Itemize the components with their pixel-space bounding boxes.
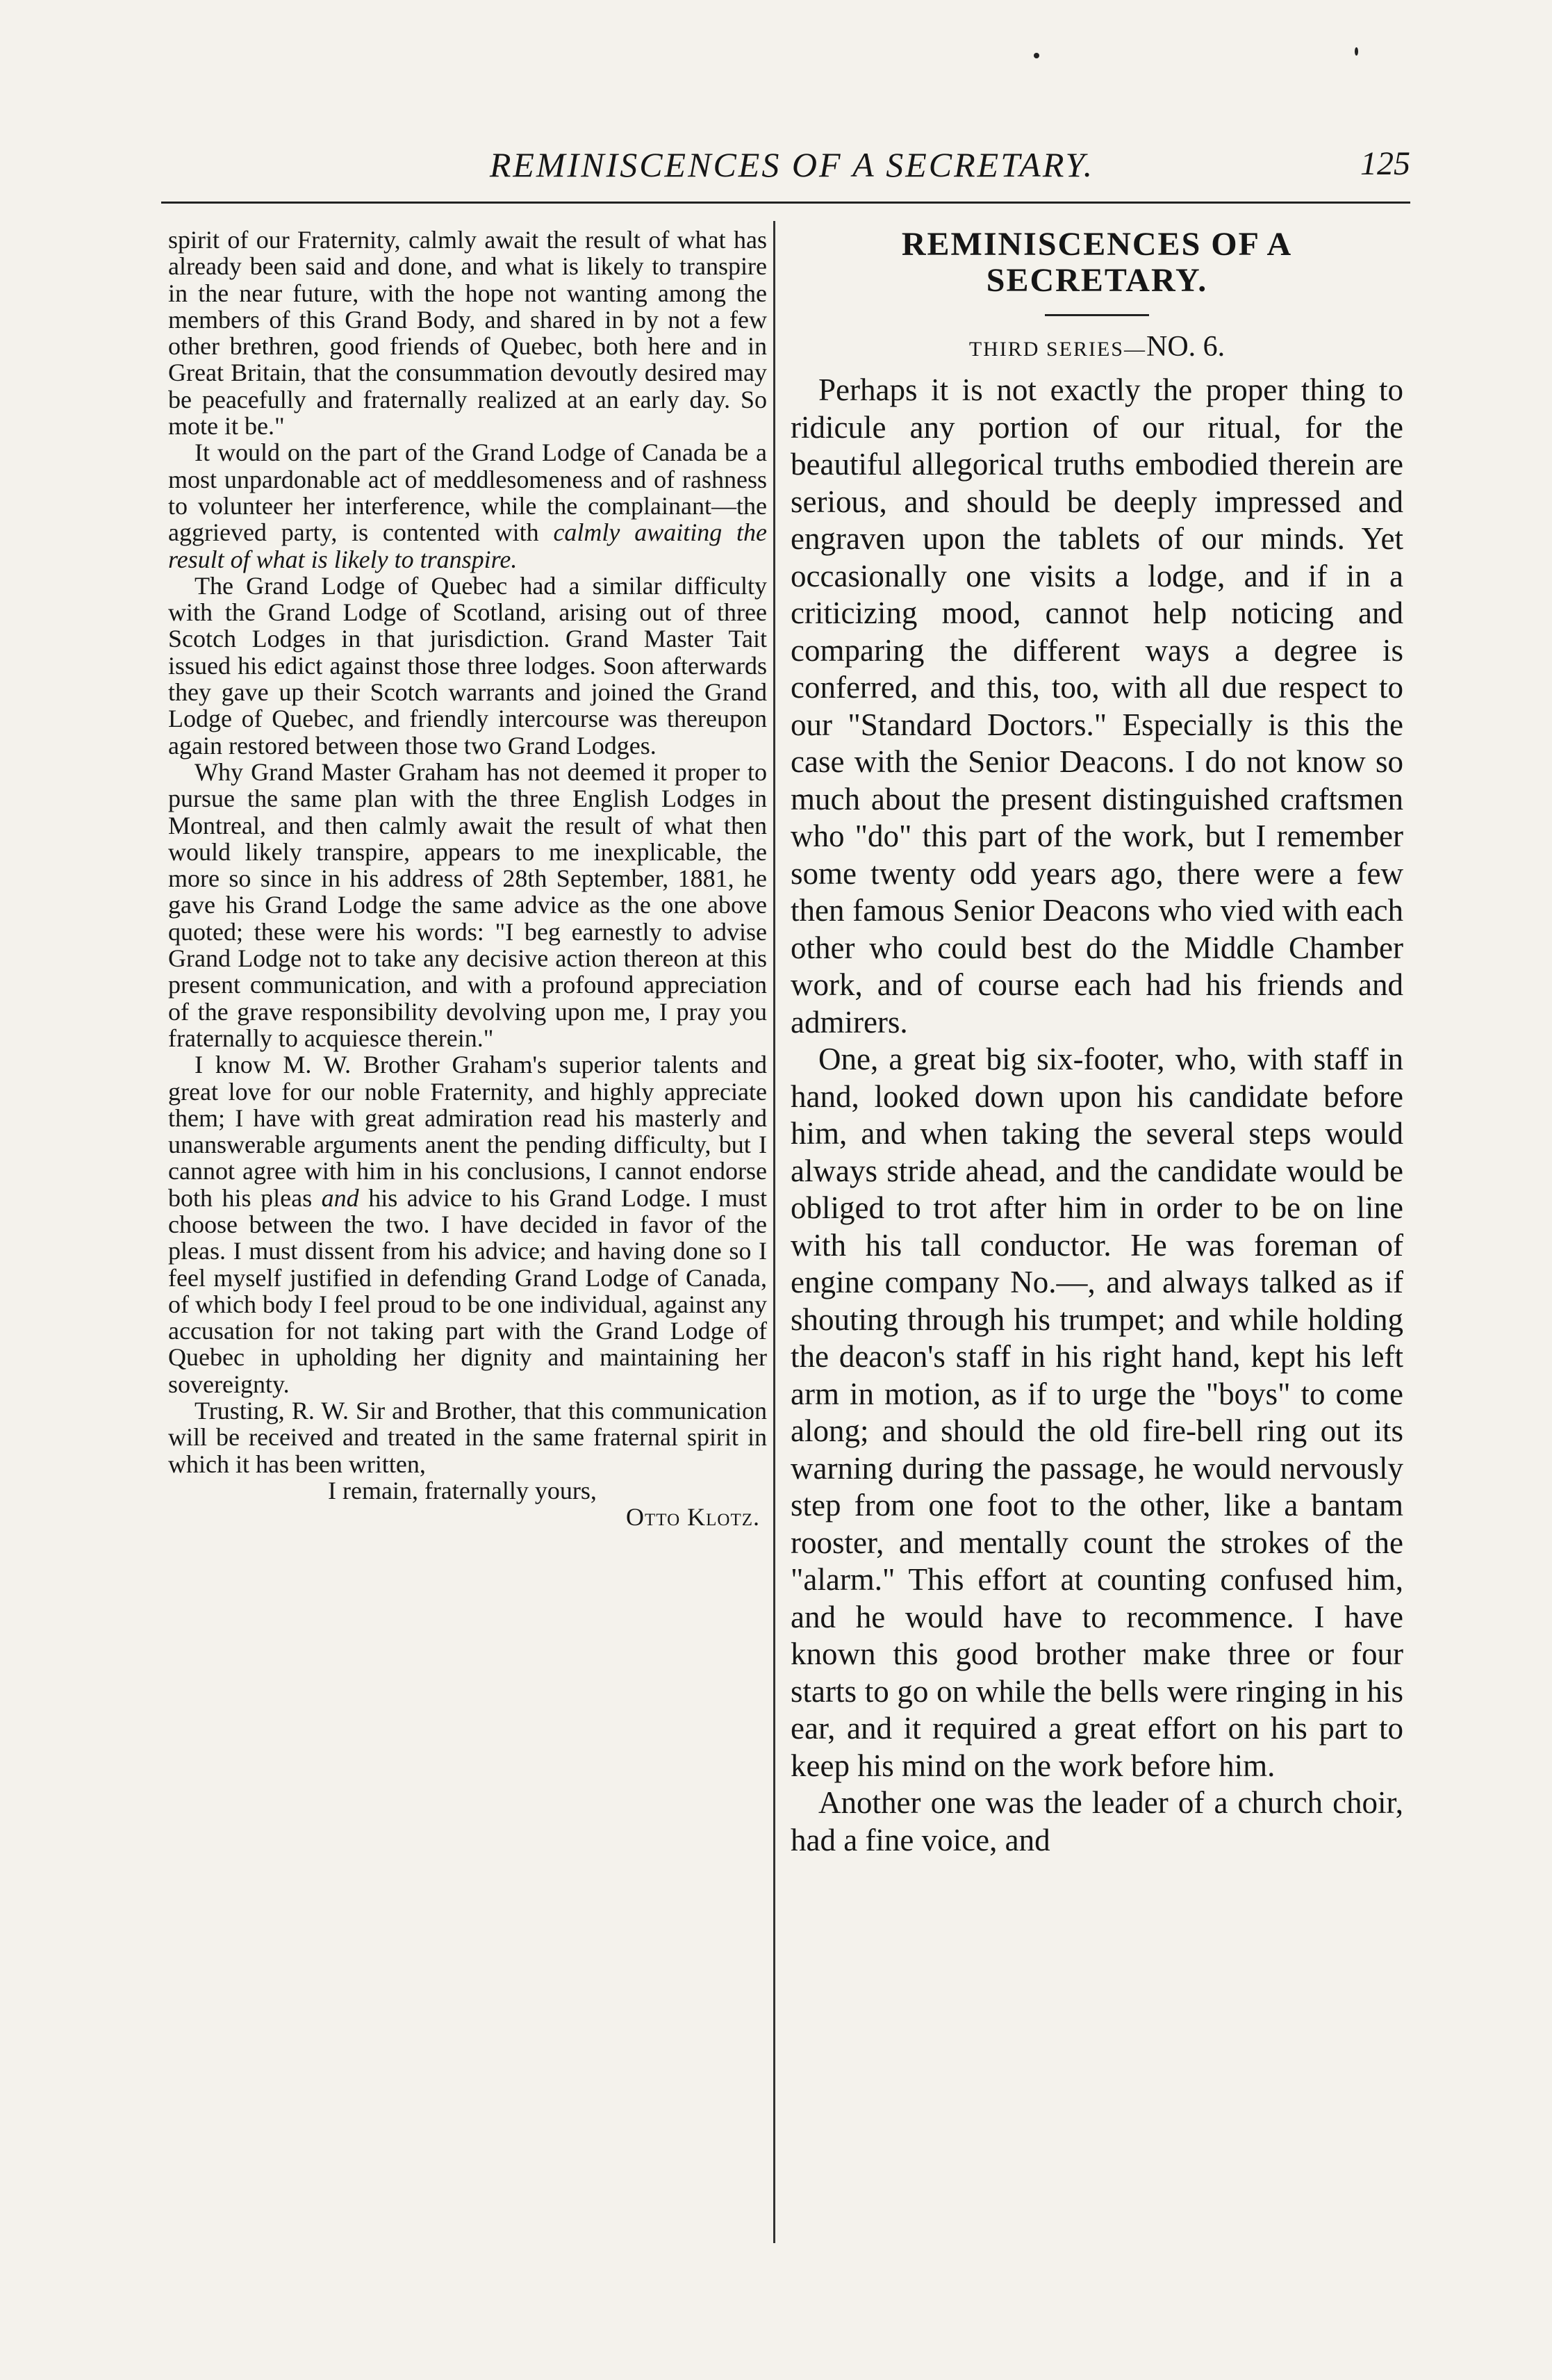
paragraph bbox=[168, 1051, 767, 1397]
paragraph-text: I know M. W. Brother Graham's superior talents and great love for our noble Fraternity, and highly appreciate them; I have with great admiration read his masterly and unanswerable arguments anent the pending difficulty, but I cannot agree with him in his conclusions, I cannot endorse both his pleas bbox=[168, 1051, 767, 1212]
paragraph: Why Grand Master Graham has not deemed it proper to pursue the same plan with the three English Lodges in Montreal, and then calmly await the result of what then would likely transpire, appears to me inexplicable, the more so since in his address of 28th September, 1881, he gave his Grand Lodge the same advice as the one above quoted; these were his words: "I beg earnestly to advise Grand Lodge not to take any decisive action thereon at this present communication, and with a profound appreciation of the grave responsibility devolving upon me, I pray you fraternally to acquiesce therein." bbox=[168, 757, 767, 1052]
title-rule bbox=[1045, 314, 1149, 316]
italic-word: and bbox=[321, 1183, 359, 1212]
paragraph-text: his advice to his Grand Lodge. I must choose between the two. I have decided in favor of the pleas. I must dissent from his advice; and having done so I feel myself justified in defending Grand Lodge of Canada, of which body I feel proud to be one individual, against any accusation for not taking part with the Grand Lodge of Quebec in upholding her dignity and maintaining her sovereignty. bbox=[168, 1183, 767, 1398]
page-number: 125 bbox=[1360, 145, 1410, 182]
paragraph: spirit of our Fraternity, calmly await the result of what has already been said and done, and what is likely to transpire in the near future, with the hope not wanting among the members of this Grand Body, and shared in by not a few other brethren, good friends of Quebec, both here and in Great Britain, that the consummation devoutly desired may be peacefully and fraternally realized at an early day. So mote it be." bbox=[168, 226, 767, 441]
running-head bbox=[174, 145, 1410, 186]
letter-closing: I remain, fraternally yours, bbox=[328, 1476, 597, 1504]
series-label bbox=[791, 329, 1403, 368]
right-column bbox=[791, 227, 1403, 1859]
paragraph: One, a great big six-footer, who, with staff in hand, looked down upon his candidate before him, and when taking the several steps would always stride ahead, and the candidate would be obliged to trot after him in order to be on line with his tall conductor. He was foreman of engine company No.—, and always talked as if shouting through his trumpet; and while holding the deacon's staff in his right hand, kept his left arm in motion, as if to urge the "boys" to come along; and should the old fire-bell ring out its warning during the passage, he would nervously step from one foot to the other, like a bantam rooster, and mentally count the strokes of the "alarm." This effort at counting confused him, and he would have to recommence. I have known this good brother make three or four starts to go on while the bells were ringing in his ear, and it required a great effort on his part to keep his mind on the work before him. bbox=[791, 1042, 1403, 1783]
paragraph: Another one was the leader of a church choir, had a fine voice, and bbox=[791, 1785, 1403, 1857]
series-number: NO. 6. bbox=[1146, 331, 1225, 363]
paragraph: Trusting, R. W. Sir and Brother, that this communication will be received and treated in the same fraternal spirit in which it has been written, bbox=[168, 1397, 767, 1478]
paragraph: The Grand Lodge of Quebec had a similar difficulty with the Grand Lodge of Scotland, arising out of three Scotch Lodges in that jurisdiction. Grand Master Tait issued his edict against those three lodges. Soon afterwards they gave up their Scotch warrants and joined the Grand Lodge of Quebec, and friendly intercourse was thereupon again restored between those two Grand Lodges. bbox=[168, 571, 767, 760]
paragraph-text: It would on the part of the Grand Lodge of Canada be a most unpardonable act of meddlesomeness and of rashness to volunteer her interference, while the complainant—the aggrieved party, is contented with bbox=[168, 438, 767, 547]
header-rule bbox=[161, 202, 1410, 204]
print-specks bbox=[1028, 28, 1376, 69]
running-title: REMINISCENCES OF A SECRETARY. bbox=[489, 145, 1095, 184]
series-text: THIRD SERIES— bbox=[968, 338, 1146, 361]
left-column bbox=[168, 227, 767, 1531]
paragraph bbox=[168, 439, 767, 572]
letter-signature: Otto Klotz. bbox=[625, 1503, 760, 1532]
ink-speck bbox=[1034, 53, 1039, 58]
ink-speck bbox=[1355, 47, 1358, 56]
italic-quote: calmly awaiting the result of what is likely to transpire. bbox=[168, 518, 767, 573]
paragraph: Perhaps it is not exactly the proper thing to ridicule any portion of our ritual, for the beautiful allegorical truths embodied therein are serious, and should be deeply impressed and engraven upon the tablets of our minds. Yet occasionally one visits a lodge, and if in a criticizing mood, cannot help noticing and comparing the different ways a degree is conferred, and this, too, with all due respect to our "Standard Doctors." Especially is this the case with the Senior Deacons. I do not know so much about the present distinguished craftsmen who "do" this part of the work, but I remember some twenty odd years ago, there were a few then famous Senior Deacons who vied with each other who could best do the Middle Chamber work, and of course each had his friends and admirers. bbox=[791, 372, 1403, 1040]
column-divider bbox=[773, 221, 775, 2243]
article-title: REMINISCENCES OF A SECRETARY. bbox=[901, 226, 1293, 299]
